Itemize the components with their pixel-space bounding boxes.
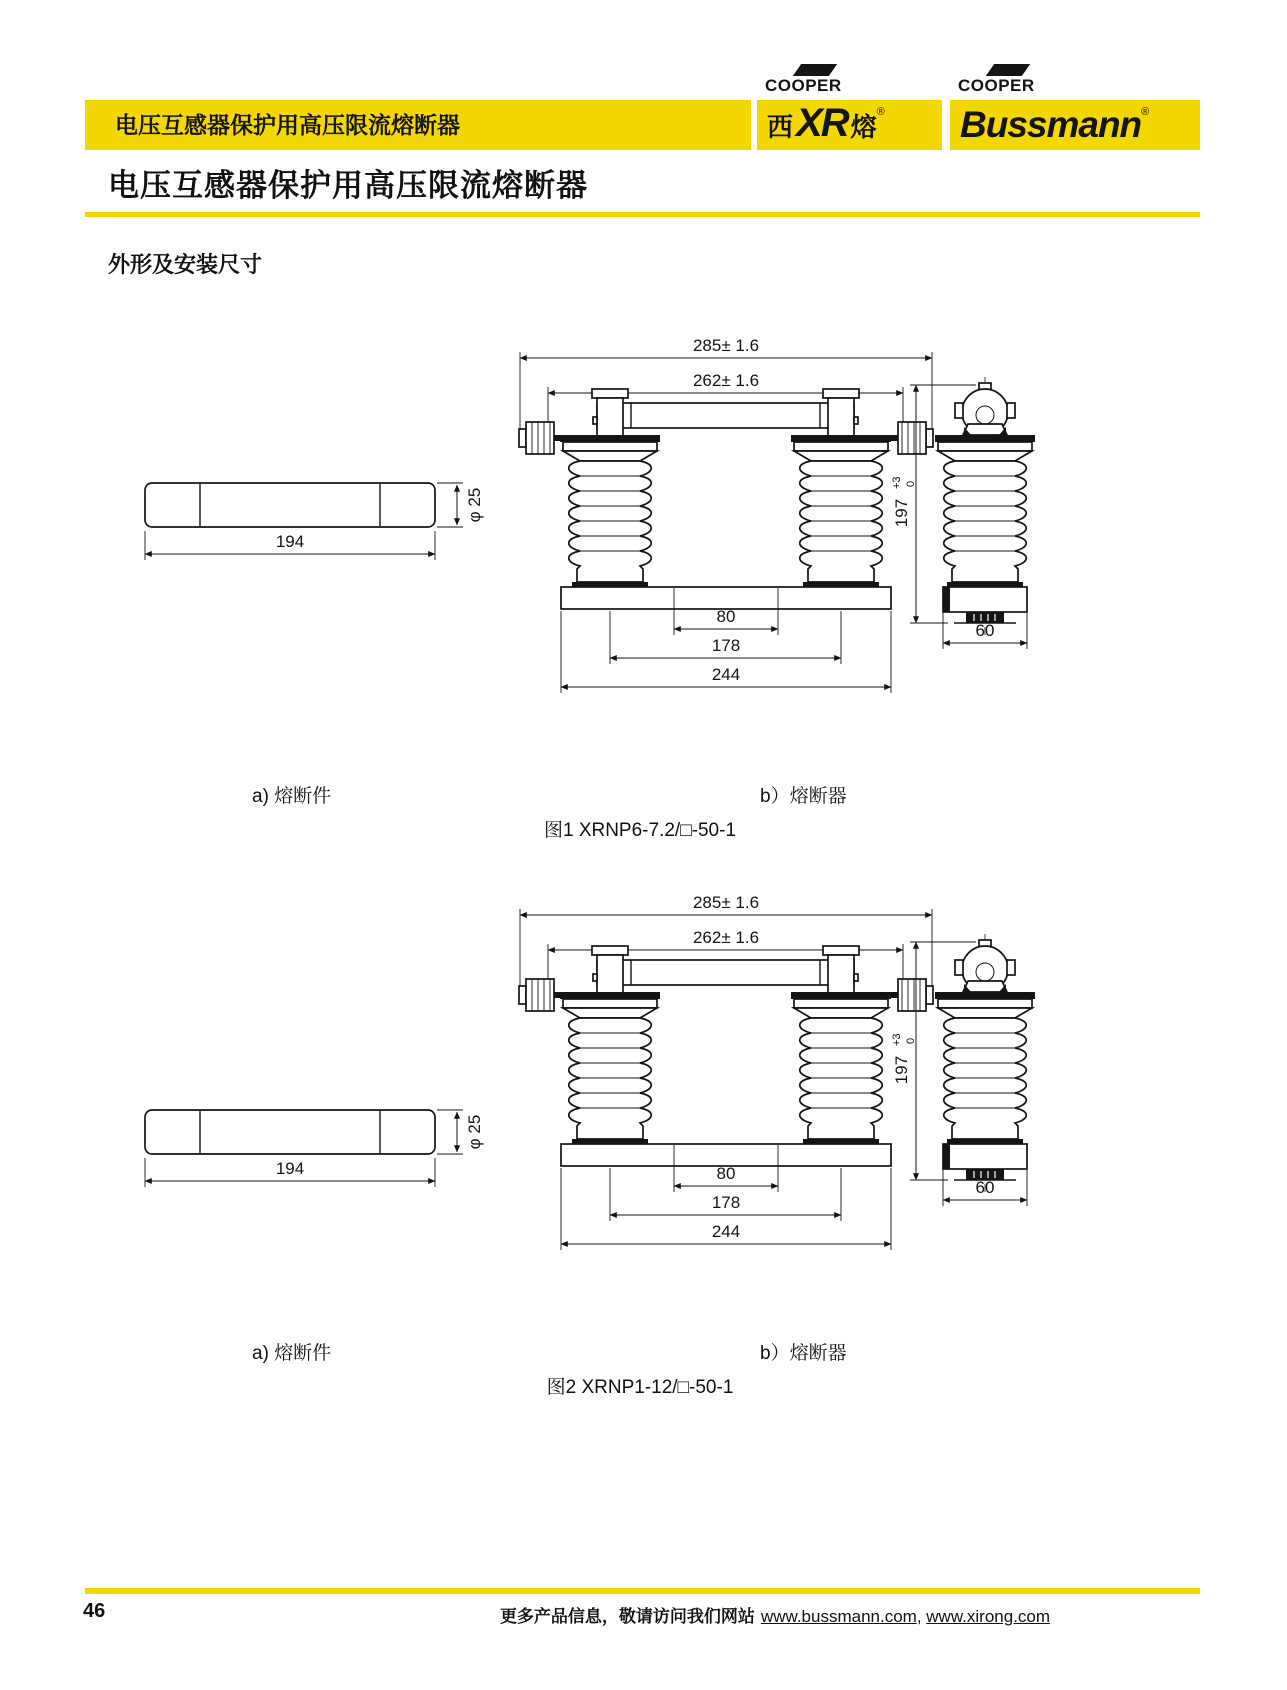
title-rule — [85, 212, 1200, 217]
footer-link-xirong[interactable]: www.xirong.com — [926, 1607, 1051, 1626]
base-side — [943, 587, 1027, 623]
footer-text — [340, 1602, 1210, 1627]
dim-overall-width: 285± 1.6 — [692, 893, 760, 912]
fuse-base-side-view — [891, 377, 1035, 649]
xirong-logo-block — [757, 100, 942, 150]
cooper-logo-xirong — [765, 64, 885, 102]
fuse-base-front-view — [519, 336, 933, 693]
figure-drawing-svg — [80, 305, 1210, 765]
cooper-flag-icon — [793, 64, 837, 76]
cooper-flag-icon — [986, 64, 1030, 76]
header-category-bar — [85, 100, 751, 150]
figure-drawing-svg — [80, 862, 1210, 1322]
dim-depth: 60 — [975, 1178, 995, 1197]
bussmann-wordmark: Bussmann — [960, 104, 1142, 145]
dim-height: 197 — [892, 498, 911, 528]
dim-height-tol-plus: +3 — [891, 1033, 903, 1046]
figure-1-label-a: a) 熔断件 — [252, 786, 332, 807]
dim-depth: 60 — [975, 621, 995, 640]
figure-1-drawing — [80, 305, 1210, 765]
footer-link-bussmann[interactable]: www.bussmann.com — [760, 1607, 917, 1626]
section-heading: 外形及安装尺寸 — [108, 252, 263, 277]
xirong-logo-rong: 熔 — [850, 111, 877, 142]
dim-tube-span: 262± 1.6 — [692, 928, 760, 947]
dim-fuse-length: 194 — [275, 532, 305, 551]
figure-2-label-a: a) 熔断件 — [252, 1343, 332, 1364]
bussmann-logo-block — [950, 100, 1200, 150]
figure-2-drawing — [80, 862, 1210, 1322]
dim-base-width: 244 — [711, 1222, 741, 1241]
dim-overall-width: 285± 1.6 — [692, 336, 760, 355]
dim-hole-gap: 80 — [716, 1164, 736, 1183]
figure-1 — [80, 305, 1210, 862]
figure-1-label-b: b）熔断器 — [760, 786, 847, 807]
cooper-logo-bussmann — [958, 64, 1078, 102]
figure-2-caption: 图2 XRNP1-12/□-50-1 — [546, 1377, 734, 1398]
registered-mark-icon: ® — [1141, 106, 1150, 118]
footer-message: 更多产品信息，敬请访问我们网站 — [499, 1607, 755, 1626]
dim-hole-gap: 80 — [716, 607, 736, 626]
xirong-logo-xr: XR — [796, 100, 848, 145]
figure-2 — [80, 862, 1210, 1419]
page-title: 电压互感器保护用高压限流熔断器 — [108, 168, 588, 203]
fuse-element-drawing — [145, 1110, 484, 1187]
fuse-element-drawing — [145, 483, 484, 560]
dim-height-tol-minus: 0 — [905, 1037, 917, 1044]
dim-base-width: 244 — [711, 665, 741, 684]
dim-tube-span: 262± 1.6 — [692, 371, 760, 390]
page-number: 46 — [83, 1600, 106, 1622]
base-side — [943, 1144, 1027, 1180]
dim-height: 197 — [892, 1055, 911, 1085]
header-category-title: 电压互感器保护用高压限流熔断器 — [115, 112, 460, 138]
dim-center-span: 178 — [711, 1193, 741, 1212]
fuse-base-front-view — [519, 893, 933, 1250]
registered-mark-icon: ® — [876, 106, 885, 118]
footer-link-separator: , — [916, 1607, 927, 1626]
dim-height-tol-minus: 0 — [905, 480, 917, 487]
dim-fuse-diameter: φ 25 — [465, 487, 484, 523]
figure-1-caption: 图1 XRNP6-7.2/□-50-1 — [543, 820, 737, 841]
dim-fuse-diameter: φ 25 — [465, 1114, 484, 1150]
dim-center-span: 178 — [711, 636, 741, 655]
figure-2-label-b: b）熔断器 — [760, 1343, 847, 1364]
dim-fuse-length: 194 — [275, 1159, 305, 1178]
dim-height-tol-plus: +3 — [891, 476, 903, 489]
fuse-base-side-view — [891, 934, 1035, 1206]
xirong-logo-xi: 西 — [767, 111, 794, 142]
cooper-wordmark: COOPER — [765, 76, 842, 95]
cooper-wordmark: COOPER — [958, 76, 1035, 95]
footer-rule — [85, 1588, 1200, 1594]
